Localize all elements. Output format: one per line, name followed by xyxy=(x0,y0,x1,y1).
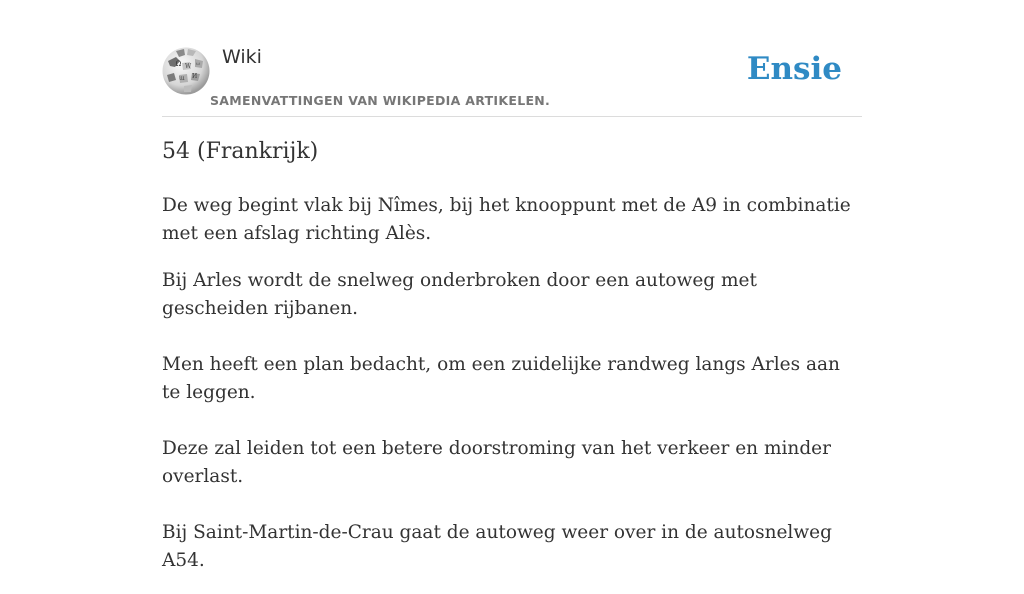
article-paragraph: Men heeft een plan bedacht, om een zuidelijke randweg langs Arles aan te leggen. xyxy=(162,354,840,403)
article-paragraph: Bij Arles wordt de snelweg onderbroken door een autoweg met gescheiden rijbanen. xyxy=(162,270,757,319)
article-paragraph: Bij Saint-Martin-de-Crau gaat de autoweg weer over in de autosnelweg A54. xyxy=(162,522,832,571)
svg-text:Ω: Ω xyxy=(175,60,182,68)
svg-text:ɯ: ɯ xyxy=(179,75,185,82)
svg-text:ω: ω xyxy=(196,61,201,67)
brand-logo-link[interactable]: Ensie xyxy=(746,51,842,87)
article-paragraph: De weg begint vlak bij Nîmes, bij het knooppunt met de A9 in combinatie met een afslag richting Alès. xyxy=(162,195,851,244)
svg-text:W: W xyxy=(185,63,192,70)
site-tagline: SAMENVATTINGEN VAN WIKIPEDIA ARTIKELEN. xyxy=(210,93,551,108)
wikipedia-globe-icon[interactable] xyxy=(162,47,210,95)
article-body xyxy=(162,192,862,594)
page-title: 54 (Frankrijk) xyxy=(162,139,319,164)
site-header xyxy=(162,0,862,117)
article-paragraph: Deze zal leiden tot een betere doorstroming van het verkeer en minder overlast. xyxy=(162,438,831,487)
svg-text:И: И xyxy=(192,73,198,80)
page-container xyxy=(162,0,862,571)
site-name-link[interactable]: Wiki xyxy=(222,46,262,68)
